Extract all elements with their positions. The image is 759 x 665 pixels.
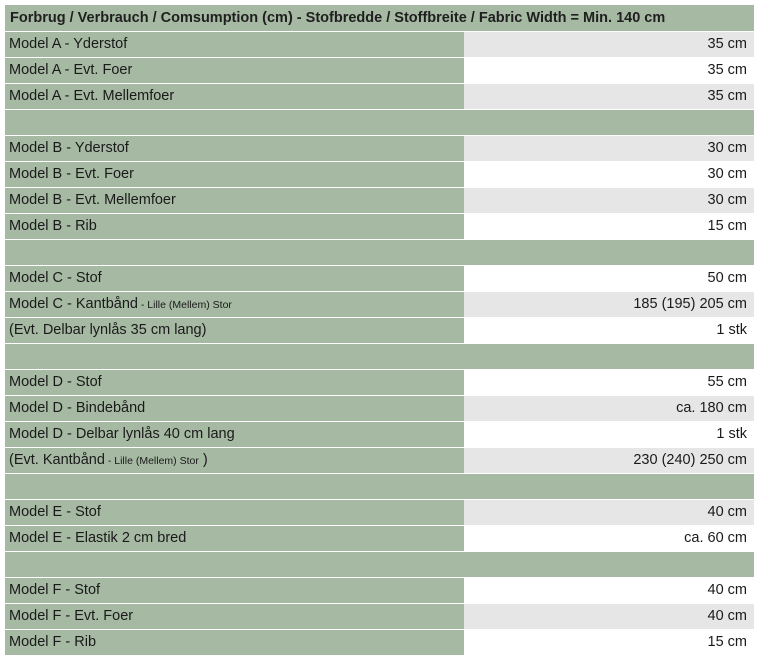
row-value: ca. 60 cm (464, 526, 754, 551)
row-value: 35 cm (464, 58, 754, 83)
row-label: Model C - Stof (5, 266, 464, 291)
row-value: 230 (240) 250 cm (464, 448, 754, 473)
row-label: Model E - Elastik 2 cm bred (5, 526, 464, 551)
table-row (5, 32, 754, 58)
table-row (5, 84, 754, 110)
group-spacer (5, 240, 754, 266)
row-value: 30 cm (464, 136, 754, 161)
row-label: Model D - Stof (5, 370, 464, 395)
row-label: Model B - Yderstof (5, 136, 464, 161)
row-value: 185 (195) 205 cm (464, 292, 754, 317)
row-value: 1 stk (464, 318, 754, 343)
row-label-size-note: - Lille (Mellem) Stor (137, 299, 232, 311)
row-label (5, 292, 464, 317)
row-value: 55 cm (464, 370, 754, 395)
row-value: 15 cm (464, 630, 754, 655)
row-label: Model F - Rib (5, 630, 464, 655)
row-label: Model B - Evt. Foer (5, 162, 464, 187)
row-label: Model A - Evt. Mellemfoer (5, 84, 464, 109)
row-value: 15 cm (464, 214, 754, 239)
row-label: Model A - Yderstof (5, 32, 464, 57)
row-value: 35 cm (464, 32, 754, 57)
row-value: 40 cm (464, 578, 754, 603)
table-row (5, 318, 754, 344)
table-row (5, 58, 754, 84)
group-spacer (5, 552, 754, 578)
row-label-size-note: - Lille (Mellem) Stor (104, 455, 199, 467)
row-value: ca. 180 cm (464, 396, 754, 421)
row-label: Model D - Bindebånd (5, 396, 464, 421)
table-row (5, 370, 754, 396)
table-row (5, 396, 754, 422)
group-spacer (5, 344, 754, 370)
table-row (5, 630, 754, 656)
table-row (5, 526, 754, 552)
consumption-table (5, 5, 754, 656)
table-row (5, 188, 754, 214)
row-label: Model F - Evt. Foer (5, 604, 464, 629)
table-row (5, 500, 754, 526)
table-row (5, 422, 754, 448)
group-spacer (5, 474, 754, 500)
table-row (5, 136, 754, 162)
row-label: Model F - Stof (5, 578, 464, 603)
row-label-suffix: ) (198, 452, 208, 468)
row-value: 1 stk (464, 422, 754, 447)
row-label-main: Model C - Kantbånd (9, 296, 138, 312)
row-value: 40 cm (464, 500, 754, 525)
row-label: Model B - Evt. Mellemfoer (5, 188, 464, 213)
row-value: 35 cm (464, 84, 754, 109)
table-row (5, 214, 754, 240)
row-value: 30 cm (464, 162, 754, 187)
table-row (5, 578, 754, 604)
row-value: 50 cm (464, 266, 754, 291)
table-header: Forbrug / Verbrauch / Comsumption (cm) - Stofbredde / Stoffbreite / Fabric Width = Min. 140 cm (5, 5, 754, 32)
row-value: 30 cm (464, 188, 754, 213)
row-label: Model D - Delbar lynlås 40 cm lang (5, 422, 464, 447)
table-row (5, 292, 754, 318)
row-label: (Evt. Delbar lynlås 35 cm lang) (5, 318, 464, 343)
row-value: 40 cm (464, 604, 754, 629)
table-row (5, 448, 754, 474)
row-label: Model A - Evt. Foer (5, 58, 464, 83)
row-label (5, 448, 464, 473)
row-label: Model E - Stof (5, 500, 464, 525)
table-row (5, 162, 754, 188)
row-label-main: (Evt. Kantbånd (9, 452, 105, 468)
group-spacer (5, 110, 754, 136)
table-row (5, 266, 754, 292)
table-row (5, 604, 754, 630)
row-label: Model B - Rib (5, 214, 464, 239)
